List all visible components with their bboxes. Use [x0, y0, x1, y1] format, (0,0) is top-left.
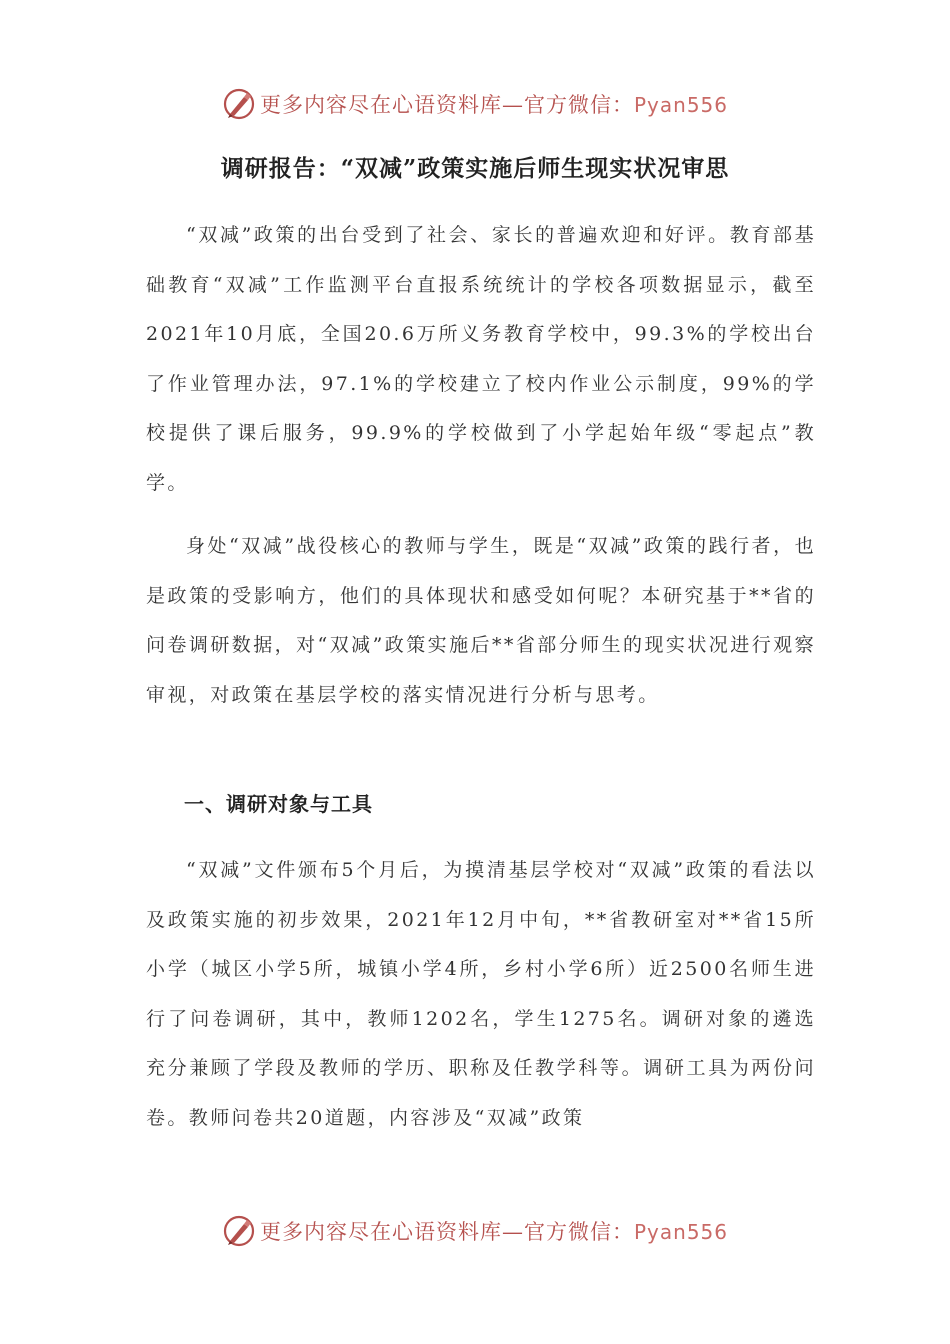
banner-text: 更多内容尽在心语资料库—官方微信：Pyan556: [259, 1220, 728, 1244]
paragraph-3: “双减”文件颁布5个月后，为摸清基层学校对“双减”政策的看法以及政策实施的初步效果，2021年12月中旬，**省教研室对**省15所小学（城区小学5所，城镇小学4所，乡村小学6所）近2500名师生进行了问卷调研，其中，教师1202名，学生1275名。调研对象的遴选充分兼顾了学段及教师的学历、职称及任教学科等。调研工具为两份问卷。教师问卷共20道题，内容涉及“双减”政策: [146, 859, 816, 1129]
paragraph-1: “双减”政策的出台受到了社会、家长的普遍欢迎和好评。教育部基础教育“双减”工作监测平台直报系统统计的学校各项数据显示，截至2021年10月底，全国20.6万所义务教育学校中，99.3%的学校出台了作业管理办法，97.1%的学校建立了校内作业公示制度，99%的学校提供了课后服务，99.9%的学校做到了小学起始年级“零起点”教学。: [146, 224, 816, 494]
section-heading-1: 一、调研对象与工具: [184, 792, 373, 816]
pen-logo-icon: [222, 87, 256, 121]
wechat-id: Pyan556: [633, 93, 728, 117]
document-title: 调研报告：“双减”政策实施后师生现实状况审思: [220, 155, 730, 182]
banner-text: 更多内容尽在心语资料库—官方微信：Pyan556: [259, 93, 728, 117]
footer-banner: [0, 1209, 950, 1253]
pen-logo-icon: [222, 1214, 256, 1248]
header-banner: [0, 82, 950, 126]
wechat-id: Pyan556: [633, 1220, 728, 1244]
paragraph-2: 身处“双减”战役核心的教师与学生，既是“双减”政策的践行者，也是政策的受影响方，他们的具体现状和感受如何呢？本研究基于**省的问卷调研数据，对“双减”政策实施后**省部分师生的现实状况进行观察审视，对政策在基层学校的落实情况进行分析与思考。: [146, 535, 816, 706]
